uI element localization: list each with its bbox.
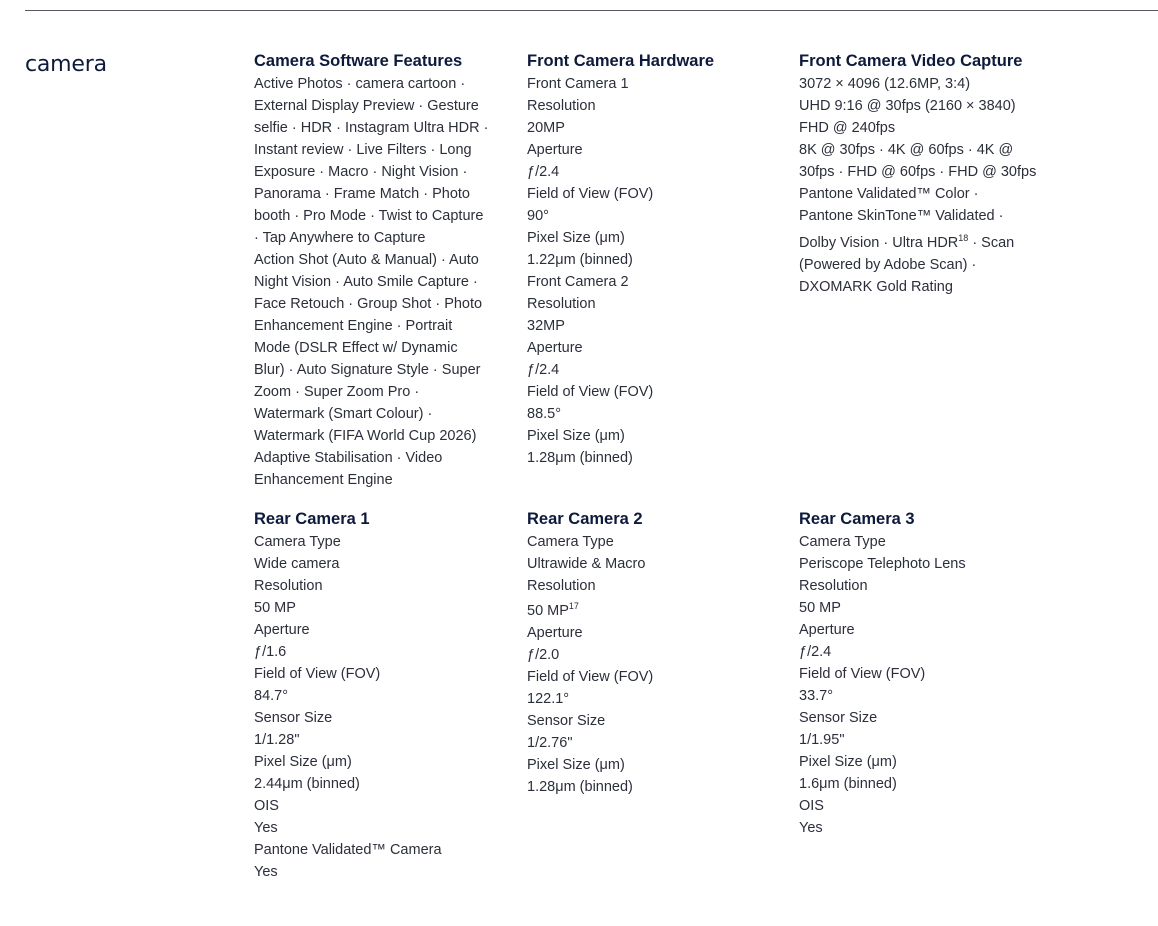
spec-label: Pixel Size (μm) xyxy=(527,230,625,246)
spec-label: Aperture xyxy=(527,340,583,356)
spec-label: Resolution xyxy=(527,578,596,594)
spec-label: Camera Type xyxy=(527,534,614,550)
video-line: UHD 9:16 @ 30fps (2160 × 3840) xyxy=(799,98,1016,114)
spec-label: Pixel Size (μm) xyxy=(254,754,352,770)
rear-camera-3-block xyxy=(799,508,1049,839)
spec-value: 32MP xyxy=(527,318,565,334)
spec-label: Aperture xyxy=(527,625,583,641)
spec-label: Field of View (FOV) xyxy=(527,669,654,685)
spec-value: 33.7° xyxy=(799,688,834,704)
spec-label: Field of View (FOV) xyxy=(254,666,381,682)
video-line: FHD @ 240fps xyxy=(799,120,896,136)
software-line: Blur) · Auto Signature Style · Super xyxy=(254,362,481,378)
spec-label: Pantone Validated™ Camera xyxy=(254,842,442,858)
spec-label: Sensor Size xyxy=(254,710,333,726)
spec-label: Resolution xyxy=(254,578,323,594)
spec-value: 1.28μm (binned) xyxy=(527,779,633,795)
footnote-ref[interactable]: 17 xyxy=(568,601,579,611)
software-line: selfie · HDR · Instagram Ultra HDR · xyxy=(254,120,489,136)
software-line: Action Shot (Auto & Manual) · Auto xyxy=(254,252,479,268)
spec-value: ƒ/1.6 xyxy=(254,644,287,660)
software-line: Exposure · Macro · Night Vision · xyxy=(254,164,468,180)
spec-value: ƒ/2.4 xyxy=(527,164,560,180)
rear-camera-2-block xyxy=(527,508,777,798)
spec-label: Front Camera 2 xyxy=(527,274,629,290)
spec-value: 1/1.28" xyxy=(254,732,300,748)
spec-value: 50 MP xyxy=(254,600,296,616)
spec-label: Pixel Size (μm) xyxy=(527,428,625,444)
spec-value: Yes xyxy=(799,820,823,836)
software-line: Instant review · Live Filters · Long xyxy=(254,142,472,158)
spec-label: OIS xyxy=(799,798,824,814)
software-line: · Tap Anywhere to Capture xyxy=(254,230,426,246)
scan-text: · Scan xyxy=(968,235,1015,251)
spec-value: Periscope Telephoto Lens xyxy=(799,556,966,572)
spec-label: Sensor Size xyxy=(527,713,606,729)
software-line: Face Retouch · Group Shot · Photo xyxy=(254,296,483,312)
spec-value: 2.44μm (binned) xyxy=(254,776,360,792)
spec-label: Aperture xyxy=(799,622,855,638)
software-features-list xyxy=(254,73,504,491)
spec-value: 122.1° xyxy=(527,691,570,707)
spec-label: Pixel Size (μm) xyxy=(527,757,625,773)
spec-label: Resolution xyxy=(799,578,868,594)
video-line-dolby xyxy=(799,232,1049,254)
rear-camera-1-block xyxy=(254,508,504,883)
spec-label: Sensor Size xyxy=(799,710,878,726)
software-line: Watermark (FIFA World Cup 2026) xyxy=(254,428,477,444)
spec-label: Camera Type xyxy=(254,534,341,550)
software-line: Mode (DSLR Effect w/ Dynamic xyxy=(254,340,458,356)
spec-value: 1.22μm (binned) xyxy=(527,252,633,268)
spec-value: 84.7° xyxy=(254,688,289,704)
spec-value: ƒ/2.0 xyxy=(527,647,560,663)
spec-label: Resolution xyxy=(527,296,596,312)
video-line: 3072 × 4096 (12.6MP, 3:4) xyxy=(799,76,971,92)
spec-value: 88.5° xyxy=(527,406,562,422)
spec-value: Yes xyxy=(254,864,278,880)
video-line: (Powered by Adobe Scan) · xyxy=(799,257,977,273)
spec-value: 90° xyxy=(527,208,549,224)
spec-value: 20MP xyxy=(527,120,565,136)
software-line: Zoom · Super Zoom Pro · xyxy=(254,384,420,400)
rear-camera-2-heading: Rear Camera 2 xyxy=(527,510,643,528)
software-line: Active Photos · camera cartoon · xyxy=(254,76,466,92)
front-video-block xyxy=(799,50,1049,298)
spec-label: Pixel Size (μm) xyxy=(799,754,897,770)
spec-value: ƒ/2.4 xyxy=(527,362,560,378)
spec-value: Ultrawide & Macro xyxy=(527,556,646,572)
spec-label: OIS xyxy=(254,798,279,814)
rear-camera-3-heading: Rear Camera 3 xyxy=(799,510,915,528)
software-line: External Display Preview · Gesture xyxy=(254,98,479,114)
video-line: DXOMARK Gold Rating xyxy=(799,279,953,295)
front-hardware-block xyxy=(527,50,777,469)
spec-label: Field of View (FOV) xyxy=(527,186,654,202)
software-line: Panorama · Frame Match · Photo xyxy=(254,186,470,202)
front-hardware-heading: Front Camera Hardware xyxy=(527,52,715,70)
software-line: Watermark (Smart Colour) · xyxy=(254,406,433,422)
software-features-block xyxy=(254,50,504,491)
front-video-heading: Front Camera Video Capture xyxy=(799,52,1023,70)
spec-value: Wide camera xyxy=(254,556,340,572)
section-title: camera xyxy=(25,52,107,77)
spec-value: 1/2.76" xyxy=(527,735,573,751)
video-line: Pantone SkinTone™ Validated · xyxy=(799,208,1004,224)
spec-label: Resolution xyxy=(527,98,596,114)
rear-camera-1-heading: Rear Camera 1 xyxy=(254,510,370,528)
spec-value: 1/1.95" xyxy=(799,732,845,748)
resolution-value: 50 MP xyxy=(527,603,569,619)
spec-value: 1.28μm (binned) xyxy=(527,450,633,466)
software-line: Night Vision · Auto Smile Capture · xyxy=(254,274,478,290)
video-line: Pantone Validated™ Color · xyxy=(799,186,979,202)
spec-value: ƒ/2.4 xyxy=(799,644,832,660)
video-line: 30fps · FHD @ 60fps · FHD @ 30fps xyxy=(799,164,1037,180)
software-features-heading: Camera Software Features xyxy=(254,52,463,70)
spec-value: 50 MP xyxy=(799,600,841,616)
spec-value: 1.6μm (binned) xyxy=(799,776,897,792)
spec-label: Field of View (FOV) xyxy=(527,384,654,400)
dolby-text: Dolby Vision · Ultra HDR xyxy=(799,235,959,251)
software-line: Enhancement Engine · Portrait xyxy=(254,318,453,334)
software-line: booth · Pro Mode · Twist to Capture xyxy=(254,208,484,224)
spec-label: Aperture xyxy=(527,142,583,158)
top-divider xyxy=(25,10,1158,11)
software-line: Enhancement Engine xyxy=(254,472,393,488)
video-line: 8K @ 30fps · 4K @ 60fps · 4K @ xyxy=(799,142,1014,158)
spec-label: Field of View (FOV) xyxy=(799,666,926,682)
spec-label: Camera Type xyxy=(799,534,886,550)
footnote-ref[interactable]: 18 xyxy=(958,233,969,243)
spec-label: Aperture xyxy=(254,622,310,638)
software-line: Adaptive Stabilisation · Video xyxy=(254,450,443,466)
spec-value: Yes xyxy=(254,820,278,836)
spec-label: Front Camera 1 xyxy=(527,76,629,92)
spec-value-resolution xyxy=(527,600,777,622)
